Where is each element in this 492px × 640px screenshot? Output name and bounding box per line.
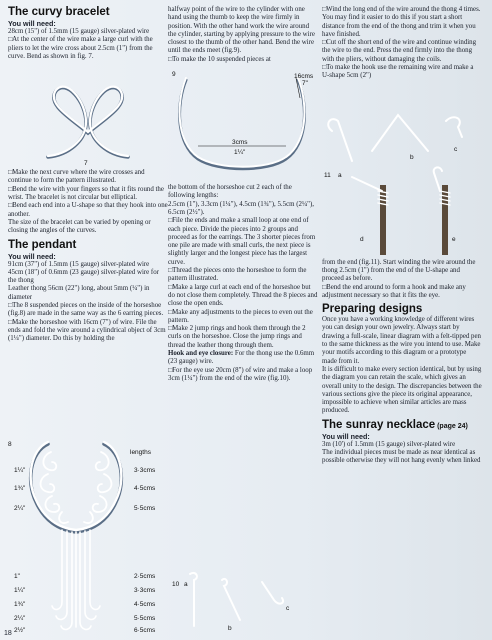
fig10-label-a: a [184,581,188,588]
fig10-label-c: c [286,605,290,612]
bracelet-materials: 28cm (15") of 1.5mm (15 gauge) silver-plated wire [8,28,150,35]
fig8-left-label-3: 2¼" [14,505,26,512]
thong-step-1: □Wind the long end of the wire around the thong 4 times. You may find it easier to do this if you start a short distance from the end of the thong and trim it when you have finished. [322,6,481,38]
pendant-step-7: □Make 2 jump rings and hook them through the 2 curls on the horseshoe. Close the jump rings and thread the leather thong through them. [168,325,306,349]
fig11-label-c: c [454,145,458,153]
sunray-need-label: You will need: [322,431,370,441]
designs-paragraph-1: Once you have a working knowledge of different wires you can design your own jewelry. Always start by drawing a full-scale, linear diagram with a felt-tipped pen to the same thickness as the wire you intend to use. Make your motifs according to this diagram or a prototype made from it. [322,316,481,365]
fig10-hook-eye-diagram [170,566,320,636]
pendant-material-2: 45cm (18") of 0.6mm (23 gauge) silver-plated wire for the thong [8,268,159,285]
fig8-right-label-3: 5·5cms [134,505,156,512]
designs-title: Preparing designs [322,303,423,316]
fig9-width-in: 1¼" [234,149,246,157]
fig8-left-label-8: 2½" [14,627,26,634]
fig9-length-in: 7" [302,80,308,88]
fig9-width-cm: 3cms [232,139,248,147]
fig8-right-label-4: 2·5cms [134,573,156,580]
fig9-length-cm: 16cms [294,73,314,81]
fig8-hanging-pieces [52,530,100,629]
pendant-step-4: □Thread the pieces onto the horseshoe to form the pattern illustrated. [168,267,307,283]
bracelet-step-1: □At the center of the wire make a large curl with the pliers to let the wire cross about 2.5cm (1") from the curve. Bend as shown in fig. 7. [8,36,153,60]
pendant-step-6: □Make any adjustments to the pieces to even out the pattern. [168,308,313,324]
hook-eye-heading: Hook and eye closure: [168,350,234,358]
fig11-label-b: b [410,153,414,161]
designs-paragraph-2: It is difficult to make every section identical, but by using the diagram you can retain the scale, which gives an overall unity to the design. The discrepancies between the various sections give the piece its original appearance, impossible to achieve when similar articles are mass produced. [322,365,482,415]
fig7-number: 7 [84,160,88,168]
fig7-bracelet-diagram [8,61,168,169]
bracelet-need-label: You will need: [8,19,56,28]
fig8-left-label-2: 1¾" [14,485,26,492]
column-left [8,6,168,344]
fig11-label-d: d [360,235,364,243]
pendant-title: The pendant [8,238,77,251]
fig8-left-label-4: 1" [14,573,20,580]
fig11-hook-diagram [322,81,482,259]
fig10-label-b: b [228,625,232,632]
pendant-need-label: You will need: [8,251,56,261]
fig8-right-label-5: 3·3cms [134,587,156,594]
pendant-step-5: □Make a large curl at each end of the horseshoe but do not close them completely. Thread the 8 pieces and close the open ends. [168,283,318,308]
pendant-step-1: □The 8 suspended pieces on the inside of the horseshoe (fig.8) are made in the same way as the 6 earring pieces. [8,302,164,318]
horseshoe-step: halfway point of the wire to the cylinder with one hand using the thumb to keep the wire firmly in position. With the other hand work the wire around the cylinder, starting by applying pressure to the wire closest to the thumb of the other hand. Bend the wire until the ends meet (fig.9). [168,6,315,55]
column-middle [168,6,318,383]
hook-eye-paragraph [168,350,318,367]
fig8-number: 8 [8,441,12,448]
hook-step-1: □To make the hook use the remaining wire and make a U-shape 5cm (2") [322,64,474,80]
sunray-note: The individual pieces must be made as near identical as possible otherwise they will not hang evenly when linked [322,449,481,465]
thong-step-2: □Cut off the short end of the wire and continue winding the wire to the end. Press the end firmly into the thong with the pliers, without damaging the coils. [322,39,477,63]
fig8-left-label-7: 2¼" [14,615,26,622]
fig11-label-e: e [452,235,456,243]
bracelet-step-3: □Bend the wire with your fingers so that it fits round the wrist. The bracelet is not circular but elliptical. [8,185,164,202]
column-right [322,6,482,466]
bracelet-note: The size of the bracelet can be varied by opening or closing the angles of the curves. [8,218,151,235]
pendant-material-3: Leather thong 56cm (22") long, about 5mm (¼") in diameter [8,285,150,301]
fig8-lengths-label: lengths [130,449,151,456]
fig10-number: 10 [172,581,180,588]
lengths-list: 2.5cm (1"), 3.3cm (1¼"), 4.5cm (1¾"), 5.5cm (2¼"), 6.5cm (2½"). [168,200,314,216]
bracelet-step-2: □Make the next curve where the wire crosses and continue to form the pattern illustrated. [8,169,145,185]
suspended-pieces-intro: □To make the 10 suspended pieces at [168,55,271,63]
fig8-left-label-6: 1¾" [14,601,26,608]
pendant-step-3: □File the ends and make a small loop at one end of each piece. Divide the pieces into 2 groups and proceed as for the earrings. The 3 shorter pieces from one pile are made with small curls, the next piece is slightly larger and the longest piece has the largest curve. [168,217,316,266]
fig11-label-a: a [338,171,342,179]
sunray-title: The sunray necklace [322,418,436,431]
fig8-right-label-2: 4·5cms [134,485,156,492]
sunray-heading [322,419,482,431]
lengths-intro: the bottom of the horseshoe cut 2 each of the following lengths: [168,184,292,200]
fig8-right-label-6: 4·5cms [134,601,156,608]
page-number: 18 [4,630,12,637]
pendant-material-1: 91cm (37") of 1.5mm (15 gauge) silver-plated wire [8,260,150,268]
bracelet-step-4: □Bend each end into a U-shape so that they hook into one another. [8,202,168,218]
hook-step-2: from the end (fig.11). Start winding the wire around the thong 2.5cm (1") from the end of the U-shape and proceed as before. [322,258,476,283]
sunray-page-ref: (page 24) [435,422,468,430]
sunray-materials: 3m (10') of 1.5mm (15 gauge) silver-plated wire [322,440,456,448]
eye-step: □For the eye use 20cm (8") of wire and make a loop 3cm (1¼") from the end of the wire (fig.10). [168,366,313,382]
fig8-left-label-5: 1¼" [14,587,26,594]
hook-eye-text: For the thong use the 0.6mm (23 gauge) wire. [168,350,315,366]
fig8-left-label-1: 1¼" [14,467,26,474]
fig9-number: 9 [172,71,176,79]
fig9-horseshoe-diagram [168,64,318,184]
fig8-right-label-7: 5·5cms [134,615,156,622]
pendant-step-2: □Make the horseshoe with 16cm (7") of wire. File the ends and fold the wire around a cylindrical object of 3cm (1¼") diameter. Do this by holding the [8,318,166,343]
fig8-right-label-1: 3·3cms [134,467,156,474]
bracelet-title: The curvy bracelet [8,6,110,18]
fig11-number: 11 [324,171,331,179]
hook-step-3: □Bend the end around to form a hook and make any adjustment necessary so that it fits the eye. [322,283,466,299]
fig8-right-label-8: 6·5cms [134,627,156,634]
